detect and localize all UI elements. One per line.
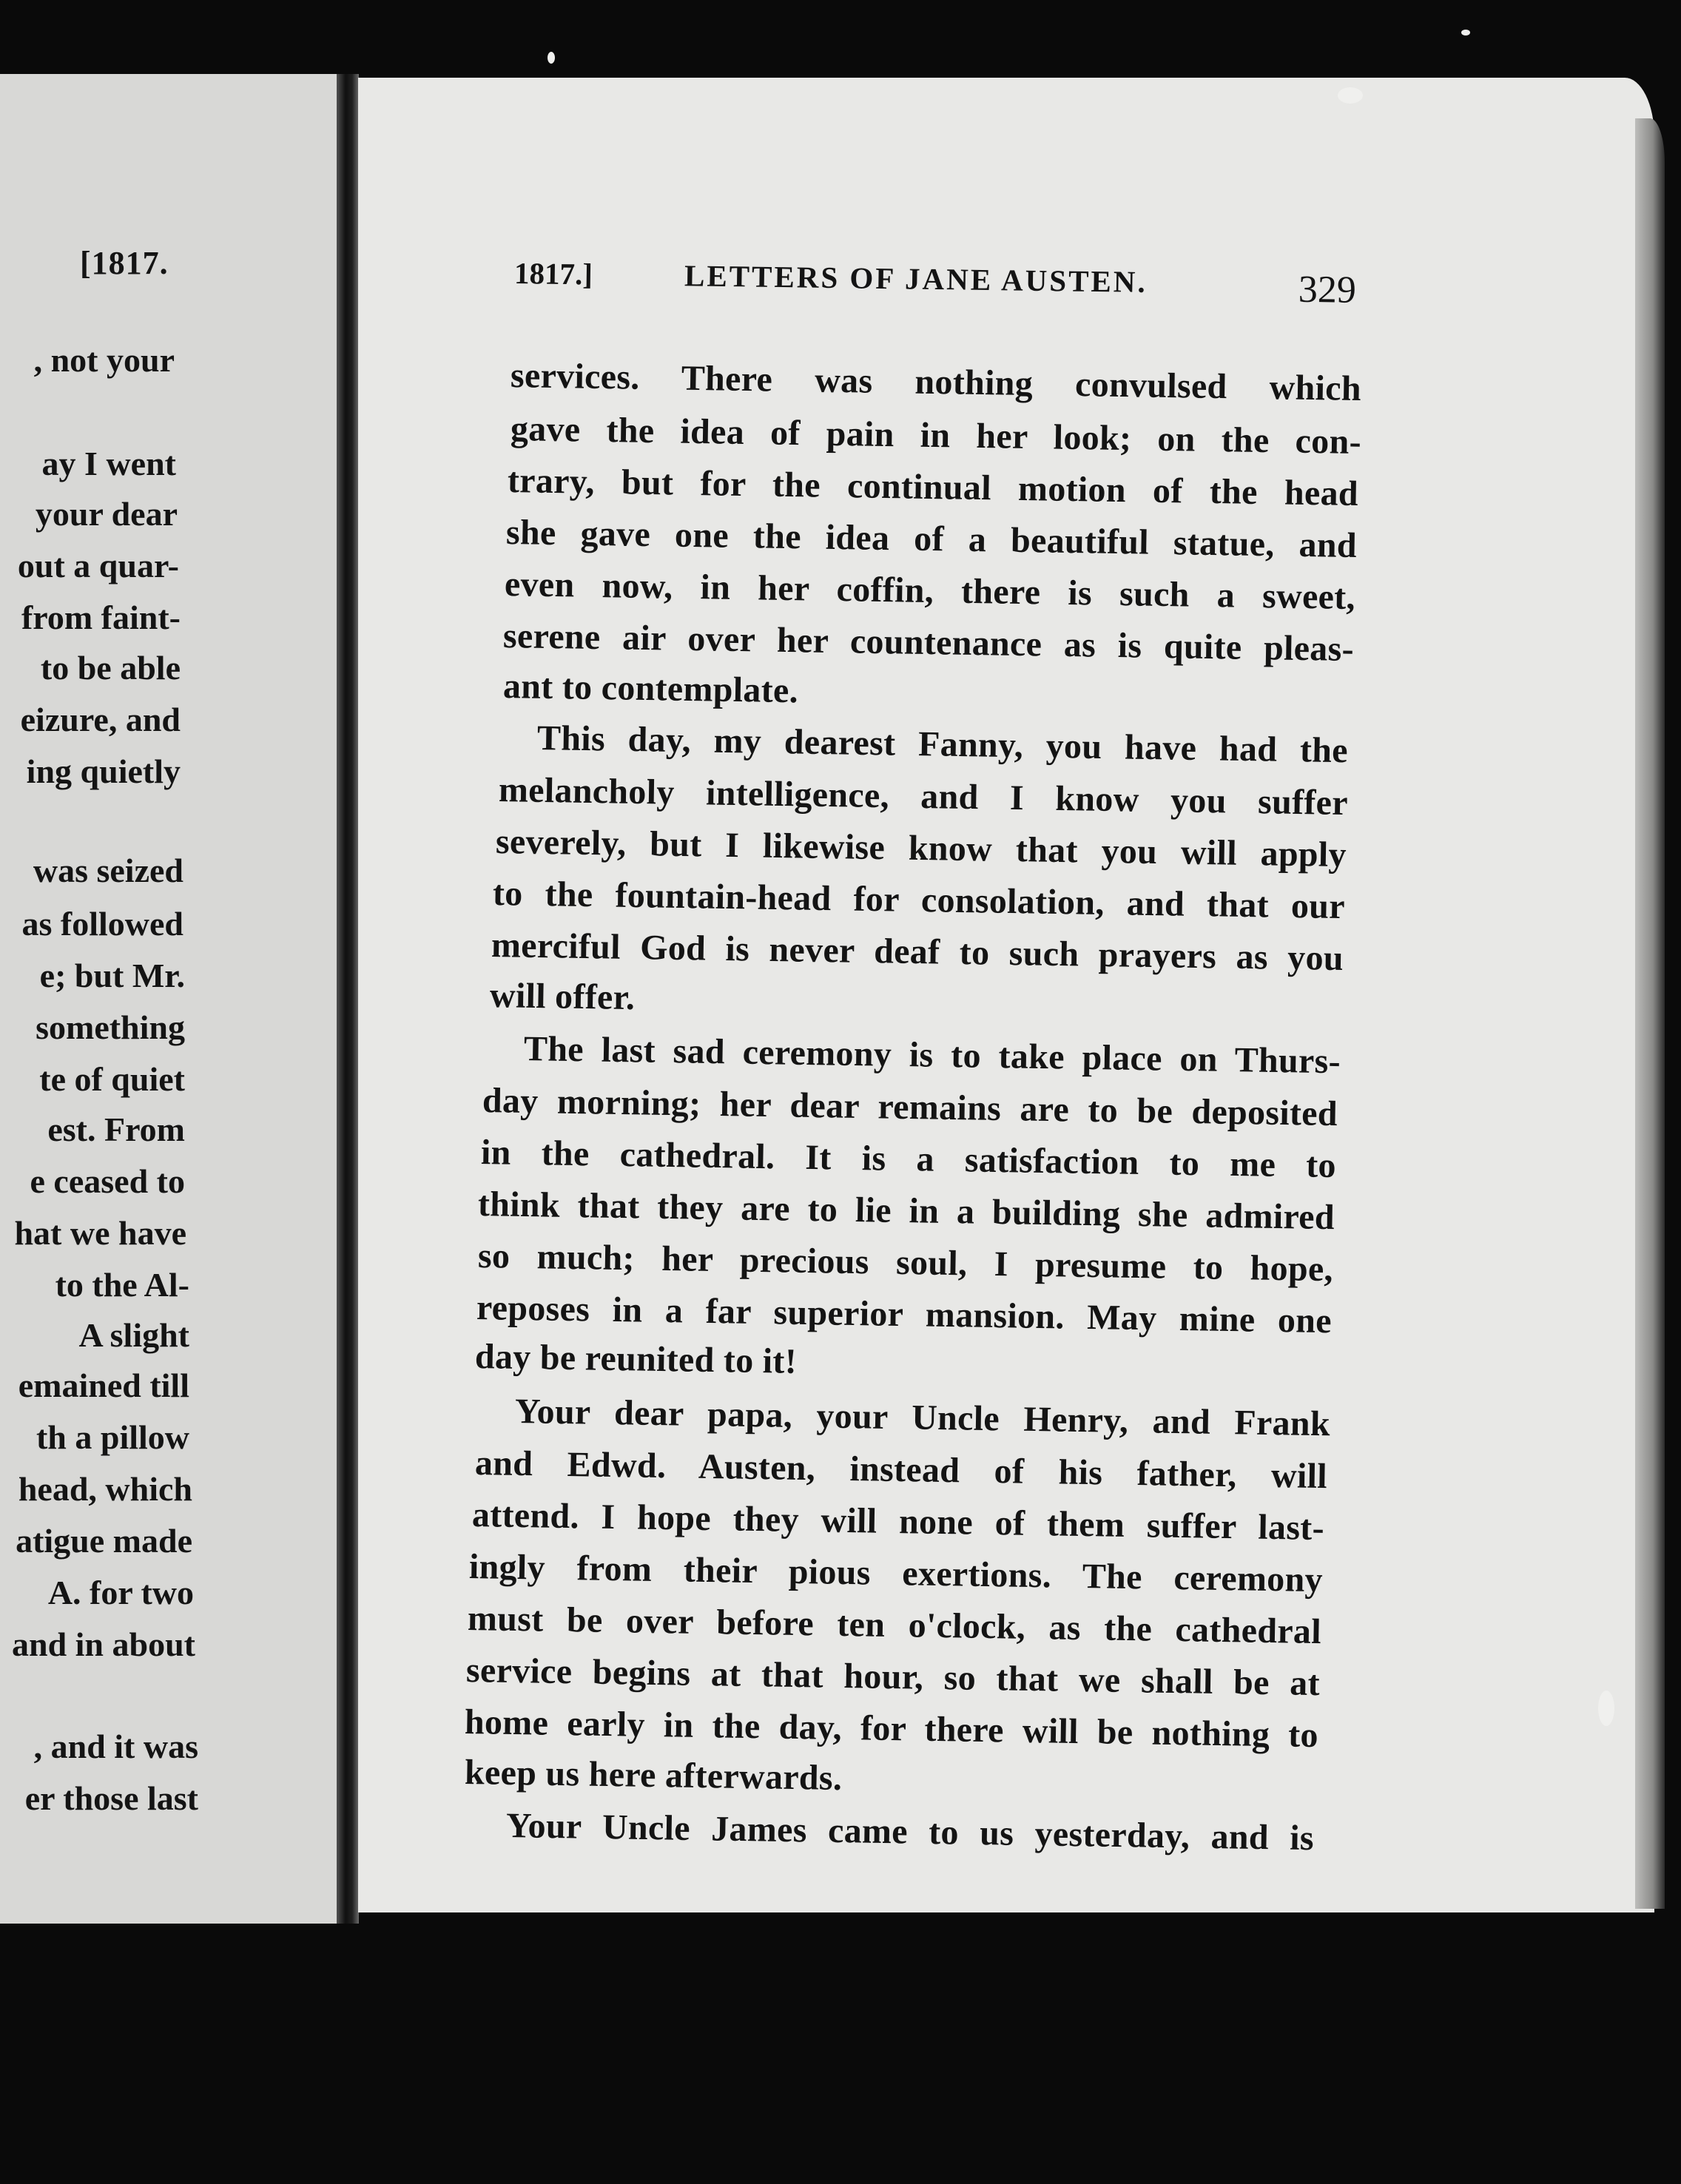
left-page-line: atigue made: [16, 1522, 192, 1560]
body-text-line: in the cathedral. It is a satisfaction to me to: [480, 1133, 1337, 1186]
left-page-line: was seized: [33, 852, 183, 889]
left-page-line: er those last: [24, 1779, 198, 1817]
body-text-line: service begins at that hour, so that we shall be at: [465, 1651, 1321, 1704]
scan-speck: [1598, 1691, 1614, 1726]
left-page-line: ay I went: [41, 445, 176, 482]
body-text-line: Your Uncle James came to us yesterday, and is: [505, 1806, 1315, 1858]
left-page-line: head, which: [18, 1470, 192, 1508]
left-page-line: e; but Mr.: [39, 957, 185, 994]
left-page-line: something: [36, 1008, 185, 1046]
body-text-line: day be reunited to it!: [474, 1337, 798, 1381]
left-page-line: est. From: [47, 1110, 185, 1148]
body-text-line: home early in the day, for there will be nothing to: [464, 1702, 1319, 1756]
left-page-line: eizure, and: [20, 701, 181, 738]
left-page-line: th a pillow: [36, 1418, 189, 1456]
body-text-line: ant to contemplate.: [502, 667, 799, 711]
left-page-line: to the Al-: [55, 1266, 189, 1304]
body-text-line: The last sad ceremony is to take place on Thurs-: [523, 1029, 1341, 1082]
body-text-line: gave the idea of pain in her look; on the con-: [510, 409, 1362, 462]
running-head-year: 1817.]: [513, 256, 593, 291]
body-text-line: merciful God is never deaf to such prayers as you: [491, 926, 1344, 979]
left-page-line: , not your: [33, 341, 175, 379]
left-page-header: [1817.: [80, 245, 169, 281]
left-page-line: , and it was: [33, 1728, 198, 1765]
left-page-line: ing quietly: [26, 752, 181, 790]
left-page-line: te of quiet: [39, 1060, 185, 1098]
scan-speck: [548, 52, 555, 64]
left-page-line: A slight: [78, 1316, 189, 1354]
body-text-line: must be over before ten o'clock, as the cathedral: [467, 1599, 1322, 1652]
left-page-line: to be able: [40, 649, 181, 687]
left-page-line: your dear: [35, 495, 178, 533]
left-page-line: e ceased to: [30, 1162, 185, 1200]
body-text-line: serene air over her countenance as is quite pleas-: [502, 616, 1355, 670]
body-text-line: so much; her precious soul, I presume to hope,: [477, 1236, 1334, 1290]
body-text-line: even now, in her coffin, there is such a sweet,: [504, 564, 1356, 618]
left-page-line: A. for two: [47, 1574, 194, 1611]
body-text-line: she gave one the idea of a beautiful statue, and: [505, 513, 1358, 566]
body-text-line: think that they are to lie in a building she admired: [477, 1184, 1335, 1238]
scan-speck: [1338, 87, 1363, 104]
body-text-line: severely, but I likewise know that you will apply: [495, 822, 1347, 875]
left-page-line: and in about: [11, 1625, 195, 1663]
scan-speck: [1461, 30, 1470, 36]
body-text-line: This day, my dearest Fanny, you have had the: [536, 718, 1349, 771]
body-text-line: ingly from their pious exertions. The ceremony: [468, 1547, 1324, 1600]
left-page-line: as followed: [21, 905, 183, 943]
left-page-line: out a quar-: [17, 547, 179, 584]
body-text-line: attend. I hope they will none of them suffer last-: [471, 1495, 1325, 1548]
body-text-line: services. There was nothing convulsed which: [510, 356, 1362, 409]
body-text-line: will offer.: [489, 976, 636, 1018]
left-page-line: from faint-: [21, 599, 181, 636]
body-text-line: to the fountain-head for consolation, and that our: [492, 874, 1346, 927]
left-page-line: emained till: [18, 1366, 189, 1404]
left-page-line: hat we have: [14, 1214, 186, 1252]
body-text-line: reposes in a far superior mansion. May mine one: [476, 1288, 1333, 1341]
body-text-line: keep us here afterwards.: [464, 1753, 843, 1799]
body-text-line: and Edwd. Austen, instead of his father, will: [474, 1443, 1328, 1497]
running-head-title: LETTERS OF JANE AUSTEN.: [684, 258, 1148, 299]
page-number: 329: [1298, 268, 1357, 311]
body-text-line: trary, but for the continual motion of the head: [507, 461, 1359, 514]
body-text-line: Your dear papa, your Uncle Henry, and Frank: [514, 1392, 1331, 1444]
body-text-line: day morning; her dear remains are to be deposited: [482, 1081, 1338, 1134]
body-text-line: melancholy intelligence, and I know you suffer: [498, 770, 1349, 823]
